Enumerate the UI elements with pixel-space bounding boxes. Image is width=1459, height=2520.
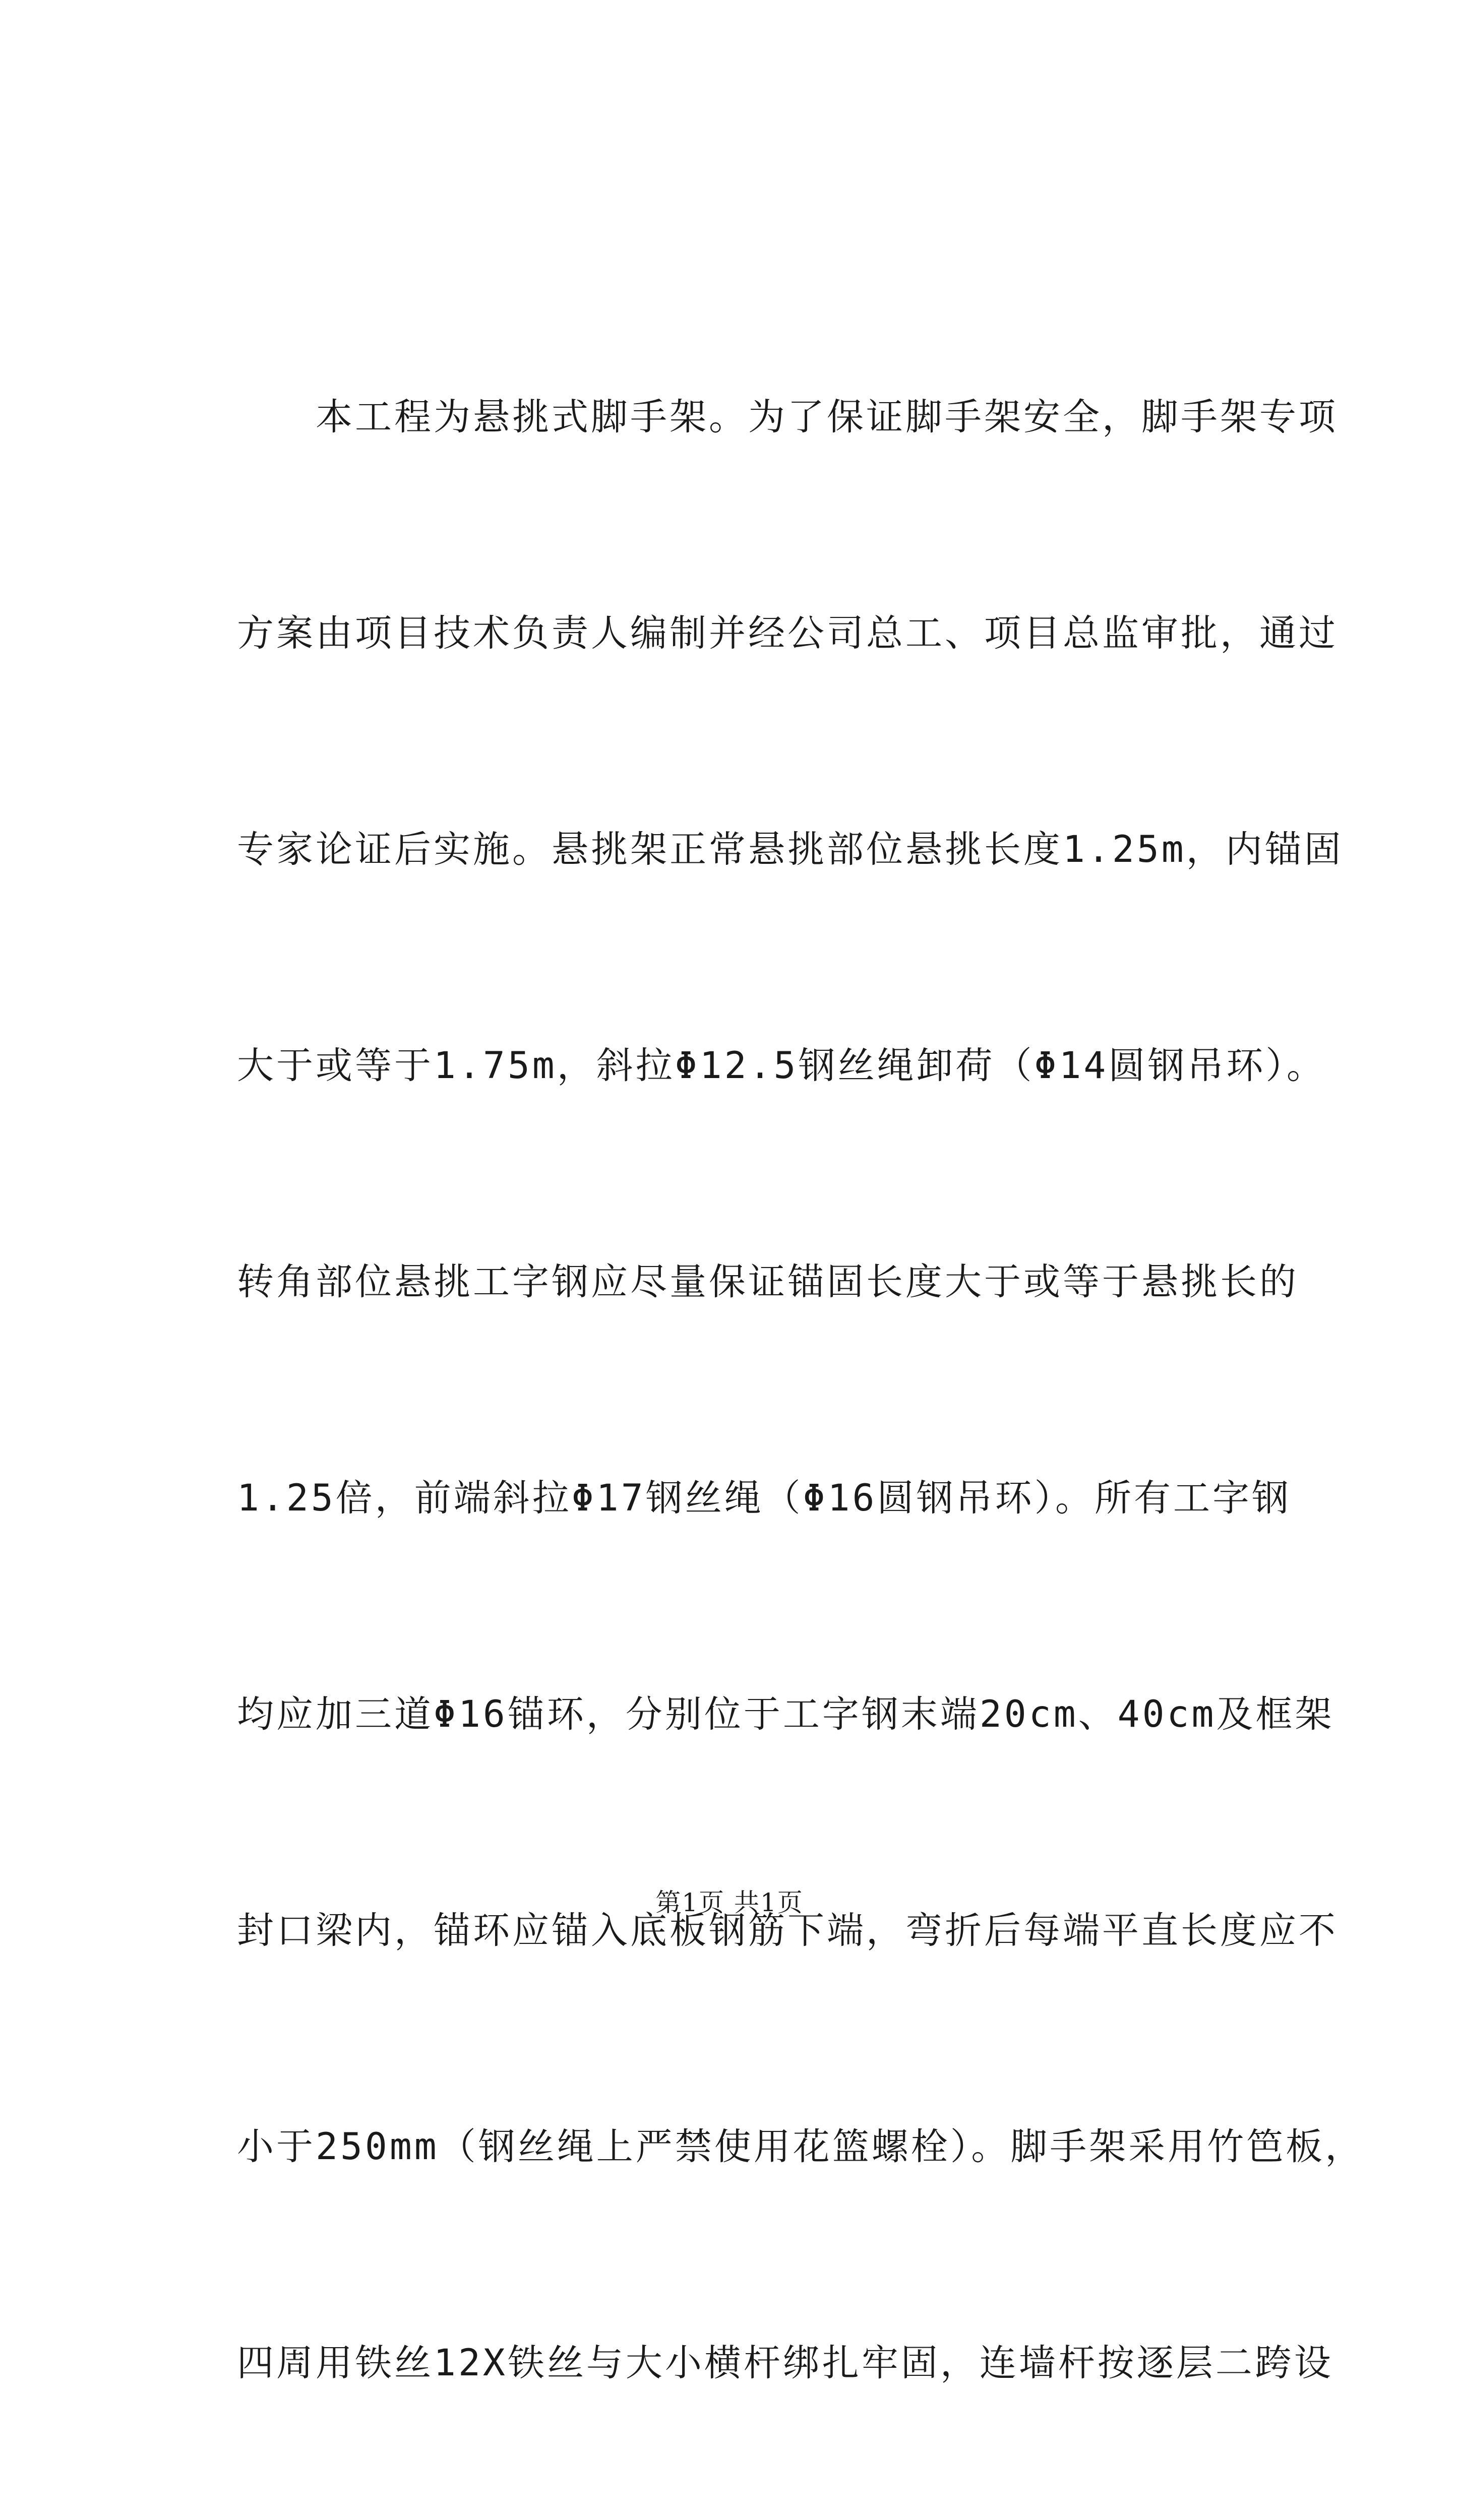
paragraph-line: 封口梁内，锚环应锚入底板钢筋下端，弯折后每端平直长度应不 xyxy=(237,1909,1338,1952)
page-footer: 第1页 共1页 xyxy=(655,1888,804,1917)
paragraph-line: 1.25倍，前端斜拉Φ17钢丝绳（Φ16圆钢吊环）。所有工字钢 xyxy=(237,1477,1291,1520)
paragraph-line: 小于250mm（钢丝绳上严禁使用花篮螺栓）。脚手架采用竹笆板， xyxy=(237,2125,1365,2168)
paragraph-line: 专家论证后实施。悬挑架正常悬挑部位悬挑长度1.25m，内锚固 xyxy=(237,828,1344,871)
paragraph-line: 四周用铁丝12X铁丝与大小横杆绑扎牢固，连墙杆按逐层二跨设 xyxy=(237,2342,1333,2384)
document-body xyxy=(237,237,1365,2520)
paragraph-line: 方案由项目技术负责人编制并经公司总工、项目总监审批，通过 xyxy=(237,612,1338,655)
paragraph-line: 本工程为悬挑式脚手架。为了保证脚手架安全，脚手架专项 xyxy=(237,396,1338,438)
paragraph-line: 大于或等于1.75m，斜拉Φ12.5钢丝绳卸荷（Φ14圆钢吊环）。 xyxy=(237,1044,1326,1087)
paragraph-line: 转角部位悬挑工字钢应尽量保证锚固长度大于或等于悬挑长的 xyxy=(237,1261,1299,1303)
paragraph-line: 均应加三道Φ16锚环，分别位于工字钢末端20cm、40cm及框架 xyxy=(237,1693,1334,1736)
